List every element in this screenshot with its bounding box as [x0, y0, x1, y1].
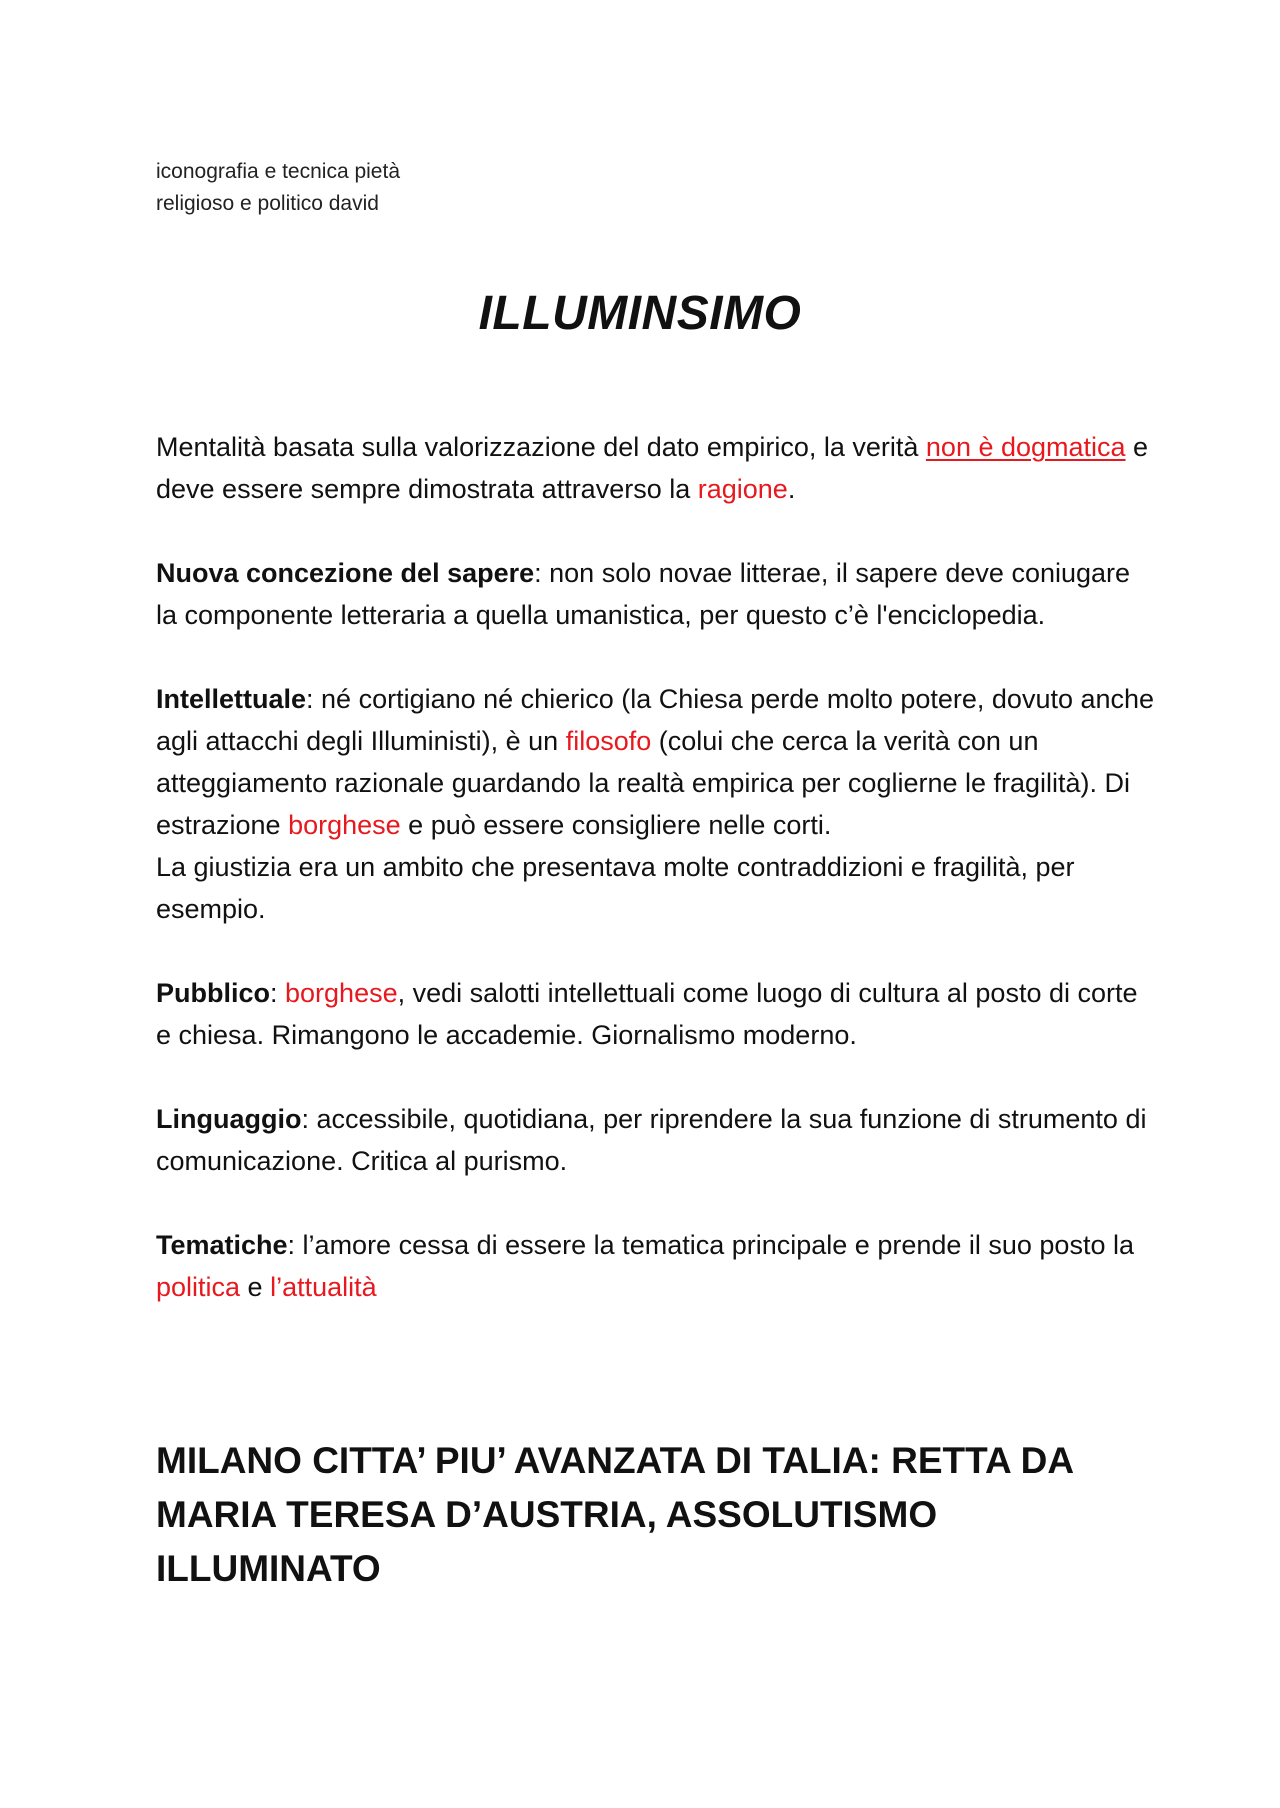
- highlighted-text: politica: [156, 1272, 241, 1302]
- note-line: iconografia e tecnica pietà: [156, 160, 400, 183]
- linguaggio-paragraph: [156, 1098, 1156, 1182]
- text-run: .: [787, 474, 796, 504]
- text-run: e: [240, 1272, 271, 1302]
- text-run: , vedi salotti intellettuali come luogo di cultura al posto di corte e chiesa. Rimangono le accademie. Giornalismo moderno.: [156, 978, 1138, 1050]
- text-run: e deve essere sempre dimostrata attraverso la: [156, 432, 1149, 504]
- intellettuale-paragraph: [156, 678, 1156, 846]
- pubblico-paragraph: [156, 972, 1156, 1056]
- text-run: (colui che cerca la verità con un atteggiamento razionale guardando la realtà empirica per coglierne le fragilità). Di estrazione: [156, 726, 1131, 840]
- tematiche-paragraph: [156, 1224, 1156, 1308]
- intro-paragraph: [156, 426, 1156, 510]
- note-line: religioso e politico david: [156, 192, 379, 215]
- highlighted-text: l’attualità: [270, 1272, 377, 1302]
- highlighted-text: non è dogmatica: [925, 432, 1126, 462]
- section-term: Pubblico: [156, 978, 270, 1008]
- highlighted-text: borghese: [288, 810, 401, 840]
- text-run: Mentalità basata sulla valorizzazione del dato empirico, la verità: [156, 432, 926, 462]
- section-term: Nuova concezione del sapere: [156, 558, 535, 588]
- section-term: Tematiche: [156, 1230, 288, 1260]
- giustizia-paragraph: La giustizia era un ambito che presentava molte contraddizioni e fragilità, per esempio.: [156, 852, 1075, 924]
- document-body: [156, 426, 1156, 1350]
- text-run: : l’amore cessa di essere la tematica principale e prende il suo posto la: [287, 1230, 1134, 1260]
- text-run: :: [270, 978, 286, 1008]
- sapere-paragraph: [156, 552, 1156, 636]
- header-notes: [156, 156, 400, 220]
- section-heading: MILANO CITTA’ PIU’ AVANZATA DI TALIA: RETTA DA MARIA TERESA D’AUSTRIA, ASSOLUTISMO ILLUMINATO: [156, 1440, 1073, 1589]
- highlighted-text: ragione: [697, 474, 788, 504]
- text-run: : accessibile, quotidiana, per riprendere la sua funzione di strumento di comunicazione. Critica al purismo.: [156, 1104, 1147, 1176]
- highlighted-text: borghese: [285, 978, 398, 1008]
- text-run: : non solo novae litterae, il sapere deve coniugare la componente letteraria a quella umanistica, per questo c’è l'enciclopedia.: [156, 558, 1131, 630]
- section-term: Intellettuale: [156, 684, 307, 714]
- section-term: Linguaggio: [156, 1104, 302, 1134]
- highlighted-text: filosofo: [565, 726, 652, 756]
- document-title: ILLUMINSIMO: [478, 287, 802, 340]
- text-run: : né cortigiano né chierico (la Chiesa perde molto potere, dovuto anche agli attacchi degli Illuministi), è un: [156, 684, 1155, 756]
- text-run: e può essere consigliere nelle corti.: [400, 810, 832, 840]
